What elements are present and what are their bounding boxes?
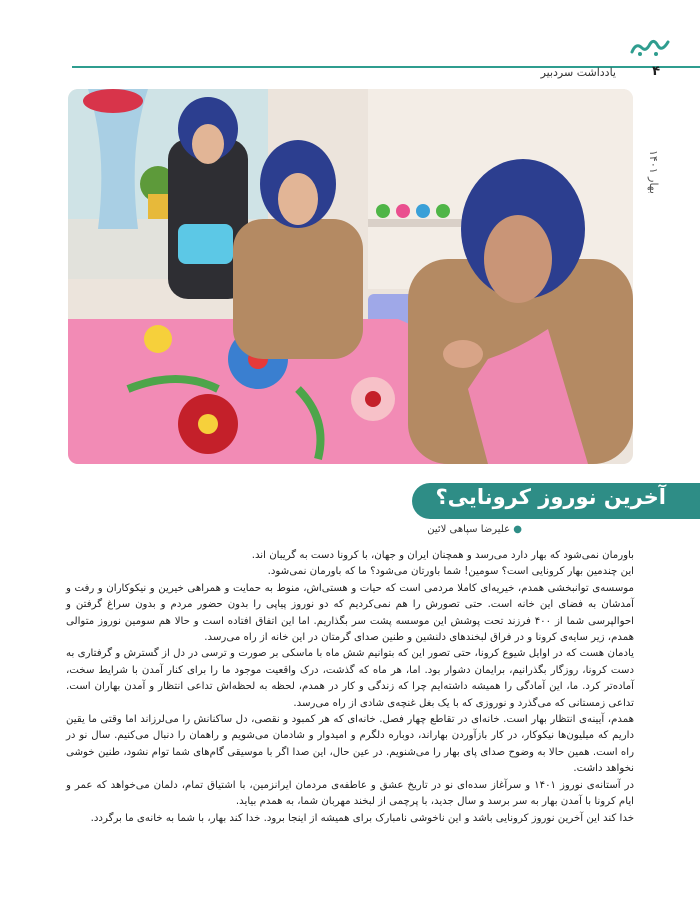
paragraph: در آستانه‌ی نوروز ۱۴۰۱ و سرآغاز سده‌ای نو در تاریخ عشق و عاطفه‌ی مردمان ایرانزمین، با اشتیاق تمام، دلمان می‌خواهد که عمر و ایام کرونا با آمدن بهار به سر برسد و سال جدید، با پرچمی از لبخند مهربان شما، به همدم بیاید.: [66, 779, 634, 808]
article-title: آخرین نوروز کرونایی؟: [435, 485, 666, 509]
article-author: [427, 524, 522, 535]
bullet-icon: ●: [510, 524, 522, 535]
paragraph: یادمان هست که در اوایل شیوع کرونا، حتی تصور این که بتوانیم شش ماه با ماسکی بر صورت و ترسی در دل از گسترش و گرفتاری به دست کرونا، روزگار بگذرانیم، برایمان دشوار بود. اما، هر ماه که گذشت، درک واقعیت موجود ما را برای کنار آمدن با شرایط سخت، آماده‌تر کرد. ما، این آمادگی را همیشه داشته‌ایم چرا که زندگی و کار در همدم، لحظه به لحظه‌اش تداعی انتظار و آمدن بهاران است. تداعی زمستانی که می‌گذرد و نوروزی که با یک بغل غنچه‌ی شادی از راه می‌رسد.: [66, 648, 634, 709]
photo-women-embroidering-rug-icon: [68, 89, 633, 464]
page-number: ۴: [652, 64, 660, 79]
paragraph: موسسه‌ی توانبخشی همدم، خیریه‌ای کاملا مردمی است که حیات و هستی‌اش، منوط به حمایت و همراهی خیرین و نیکوکاران و رفت و آمدشان به فضای این خانه است. حتی تصورش را هم نمی‌کردیم که دو نوروز پیاپی را بدون حضور مردم و بدون سراغ گرفتن و احوالپرسی شما از ۴۰۰ فرزند تحت پوشش این موسسه پشت سر بگذاریم. اما این اتفاق افتاده است و حالا هم سومین نوروز متوالی همدم، زیر سایه‌ی کرونا و در فراق لبخندهای دلنشین و طنین صدای گرمتان در این خانه از راه می‌رسد.: [66, 582, 634, 644]
article-photo: [68, 89, 633, 464]
hamdam-logo: [630, 36, 670, 58]
article-body: [66, 548, 634, 827]
paragraph: همدم، آیینه‌ی انتظار بهار است. خانه‌ای در تقاطع چهار فصل. خانه‌ای که هر کمبود و نقصی، دل ساکنانش را می‌لرزاند اما وقتی ما یقین داریم که میلیون‌ها نیکوکار، در کار بازآوردن بهاراند، دوباره دلگرم و امیدوار و شادمان می‌شویم و راهمان را دنبال می‌کنیم. سال نو در راه است. همین حالا به وضوح صدای پای بهار را می‌شنویم. در عین حال، این صدا اگر با موسیقی گام‌های شما توام نشود، طنین خوشی نخواهد داشت.: [66, 714, 634, 775]
paragraph: باورمان نمی‌شود که بهار دارد می‌رسد و همچنان ایران و جهان، با کرونا دست به گریبان اند.: [251, 550, 634, 561]
author-name: علیرضا سپاهی لائین: [427, 524, 511, 535]
paragraph: خدا کند این آخرین نوروز کرونایی باشد و این ناخوشی نامبارک برای همیشه از اینجا برود. خدا کند بهار، با شما به خانه‌ی ما برگردد.: [90, 812, 634, 824]
section-title: یادداشت سردبیر: [540, 66, 616, 79]
paragraph: این چندمین بهار کرونایی است؟ سومین! شما باورتان می‌شود؟ ما که باورمان نمی‌شود.: [267, 566, 634, 578]
issue-label: بهار ۱۴۰۱: [647, 150, 660, 194]
